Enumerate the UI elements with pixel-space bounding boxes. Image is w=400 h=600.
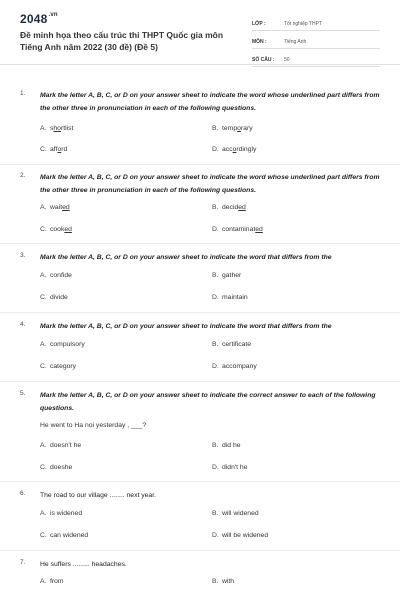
question-stem: He went to Ha noi yesterday , ___? bbox=[40, 422, 147, 429]
option-c[interactable]: C. doeshe bbox=[40, 464, 73, 471]
option-a[interactable]: A. from bbox=[40, 578, 64, 585]
option-b[interactable]: B. gather bbox=[212, 272, 242, 279]
option-a[interactable]: A. compulsory bbox=[40, 341, 85, 348]
site-logo[interactable]: $2048^{.vn}$ bbox=[20, 12, 58, 26]
question-number: 5. bbox=[20, 390, 26, 397]
question-instruction: Mark the letter A, B, C, or D on your answer sheet to indicate the correct answer to each of the following questions. bbox=[40, 392, 376, 412]
option-a[interactable]: A. shortlist bbox=[40, 125, 74, 132]
info-panel bbox=[252, 15, 380, 69]
option-d[interactable]: D. contaminated bbox=[212, 226, 263, 233]
info-label: SỐ CÂU : bbox=[252, 57, 275, 63]
info-value: Tiếng Anh bbox=[284, 39, 307, 45]
question-instruction: Mark the letter A, B, C, or D on your answer sheet to indicate the word whose underlined part differs from the other three in pronunciation in each of the following questions. bbox=[40, 92, 380, 112]
option-d[interactable]: D. accordingly bbox=[212, 146, 257, 153]
question-instruction: Mark the letter A, B, C, or D on your answer sheet to indicate the word that differs from the bbox=[40, 323, 332, 330]
info-label: MÔN : bbox=[252, 39, 267, 45]
option-d[interactable]: D. maintain bbox=[212, 294, 248, 301]
info-value: 50 bbox=[284, 57, 290, 63]
question-number: 1. bbox=[20, 90, 26, 97]
option-a[interactable]: A. confide bbox=[40, 272, 72, 279]
page-header bbox=[0, 0, 400, 64]
option-b[interactable]: B. certificate bbox=[212, 341, 252, 348]
question-number: 6. bbox=[20, 490, 26, 497]
info-row-subject bbox=[252, 33, 380, 49]
question-number: 3. bbox=[20, 252, 26, 259]
option-a[interactable]: A. is widened bbox=[40, 510, 83, 517]
document-title: Đề minh họa theo cấu trúc thi THPT Quốc gia môn Tiếng Anh năm 2022 (30 đề) (Đề 5) bbox=[20, 30, 224, 52]
info-label: LỚP : bbox=[252, 21, 266, 27]
option-c[interactable]: C. category bbox=[40, 363, 77, 370]
option-a[interactable]: A. waited bbox=[40, 204, 70, 211]
option-d[interactable]: D. accompany bbox=[212, 363, 257, 370]
question-divider bbox=[0, 243, 400, 244]
info-row-class bbox=[252, 15, 380, 31]
question-number: 7. bbox=[20, 559, 26, 566]
option-b[interactable]: B. with bbox=[212, 578, 235, 585]
question-instruction: Mark the letter A, B, C, or D on your answer sheet to indicate the word whose underlined part differs from the other three in pronunciation in each of the following questions. bbox=[40, 174, 380, 194]
question-divider bbox=[0, 481, 400, 482]
option-b[interactable]: B. will widened bbox=[212, 510, 259, 517]
option-b[interactable]: B. decided bbox=[212, 204, 246, 211]
info-value: Tốt nghiệp THPT bbox=[284, 21, 322, 27]
question-divider bbox=[0, 381, 400, 382]
question-text: He suffers ......... headaches. bbox=[40, 561, 127, 568]
option-c[interactable]: C. afford bbox=[40, 146, 68, 153]
question-text: The road to our village ........ next year. bbox=[40, 492, 156, 499]
option-b[interactable]: B. did he bbox=[212, 442, 241, 449]
question-divider bbox=[0, 164, 400, 165]
option-d[interactable]: D. will be widened bbox=[212, 532, 269, 539]
option-d[interactable]: D. didn't he bbox=[212, 464, 248, 471]
question-divider bbox=[0, 550, 400, 551]
option-c[interactable]: C. divide bbox=[40, 294, 68, 301]
question-instruction: Mark the letter A, B, C, or D on your answer sheet to indicate the word that differs from the bbox=[40, 254, 332, 261]
option-c[interactable]: C. cooked bbox=[40, 226, 72, 233]
option-c[interactable]: C. can widened bbox=[40, 532, 89, 539]
question-number: 4. bbox=[20, 321, 26, 328]
option-a[interactable]: A. doesn't he bbox=[40, 442, 82, 449]
question-divider bbox=[0, 312, 400, 313]
header-divider bbox=[0, 64, 400, 65]
question-number: 2. bbox=[20, 172, 26, 179]
option-b[interactable]: B. temporary bbox=[212, 125, 253, 132]
